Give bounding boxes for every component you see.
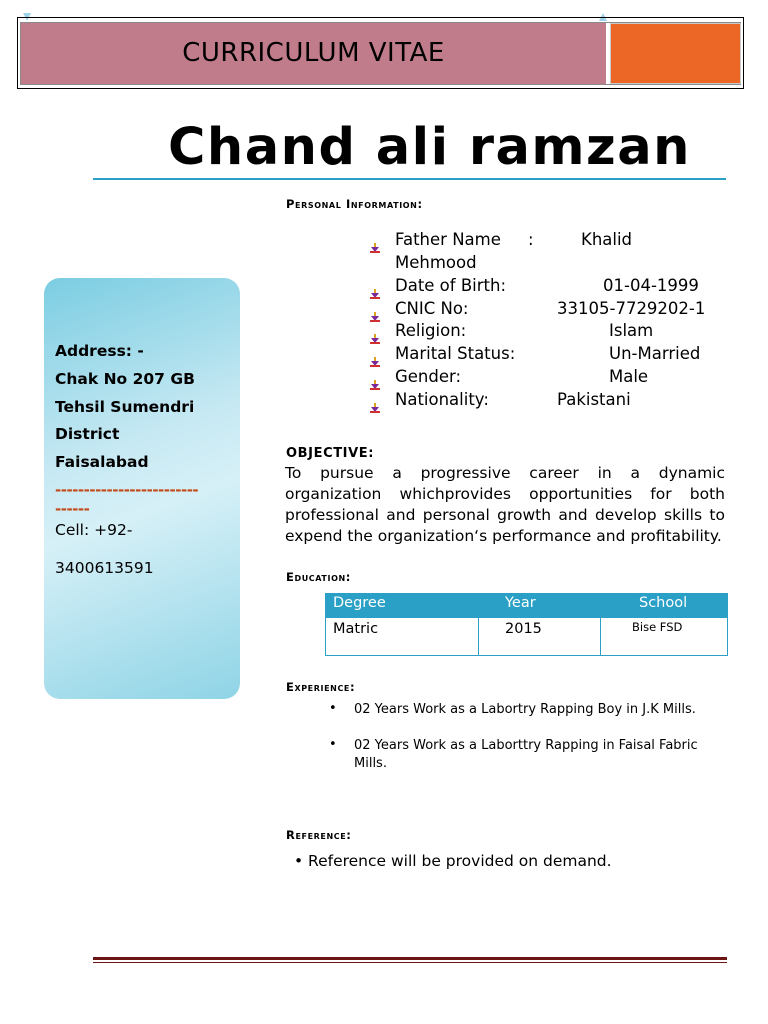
arrow-bullet-icon — [370, 284, 380, 294]
arrow-bullet-icon — [370, 398, 380, 408]
candidate-name: Chand ali ramzan — [168, 118, 691, 177]
table-cell-school: Bise FSD — [632, 620, 683, 634]
header-accent-block — [610, 23, 741, 84]
table-divider — [478, 618, 479, 656]
personal-info-value: 33105-7729202-1 — [557, 299, 706, 318]
personal-info-label: Date of Birth: — [395, 276, 507, 295]
cell-number: 3400613591 — [55, 559, 154, 577]
personal-info-heading: Personal Information: — [286, 197, 423, 211]
personal-info-value-continued: Mehmood — [395, 253, 477, 272]
arrow-bullet-icon — [370, 307, 380, 317]
experience-item: 02 Years Work as a Laborttry Rapping in Faisal Fabric Mills. — [354, 738, 698, 771]
address-label: Address: - — [55, 342, 144, 360]
bullet-icon: • — [294, 852, 304, 870]
personal-info-value: 01-04-1999 — [603, 276, 699, 295]
arrow-bullet-icon — [370, 329, 380, 339]
column-header-year: Year — [505, 595, 536, 611]
experience-item: 02 Years Work as a Labortry Rapping Boy in J.K Mills. — [354, 702, 696, 717]
personal-info-value: Un-Married — [609, 344, 701, 363]
bullet-icon: • — [329, 701, 337, 716]
reference-heading: Reference: — [286, 828, 352, 842]
cell-label: Cell: +92- — [55, 521, 133, 539]
experience-heading: Experience: — [286, 680, 356, 694]
personal-info-label: Nationality: — [395, 390, 489, 409]
personal-info-separator: : — [528, 230, 534, 249]
address-line: District — [55, 425, 120, 443]
table-divider — [600, 618, 601, 656]
dash-separator: ------ — [55, 500, 90, 518]
personal-info-value: Islam — [609, 321, 654, 340]
arrow-bullet-icon — [370, 375, 380, 385]
table-cell-year: 2015 — [505, 621, 542, 637]
bullet-icon: • — [329, 737, 337, 752]
education-heading: Education: — [286, 570, 351, 584]
reference-text: Reference will be provided on demand. — [308, 852, 612, 870]
table-cell-degree: Matric — [333, 621, 379, 637]
personal-info-value: Male — [609, 367, 649, 386]
header-title: CURRICULUM VITAE — [182, 38, 445, 68]
personal-info-label: Father Name — [395, 230, 501, 249]
personal-info-label: Religion: — [395, 321, 467, 340]
arrow-bullet-icon — [370, 352, 380, 362]
arrow-bullet-icon — [370, 238, 380, 248]
column-header-school: School — [639, 595, 688, 611]
objective-text: To pursue a progressive career in a dynamic organization whichprovides opportunities for both professional and personal growth and develop skills to expend the organization‘s performance and profitability. — [285, 464, 725, 545]
footer-rule — [93, 957, 727, 960]
address-line: Chak No 207 GB — [55, 370, 195, 388]
address-line: Faisalabad — [55, 453, 149, 471]
personal-info-label: CNIC No: — [395, 299, 469, 318]
objective-heading: OBJECTIVE: — [286, 446, 375, 461]
address-line: Tehsil Sumendri — [55, 398, 195, 416]
personal-info-label: Gender: — [395, 367, 462, 386]
personal-info-label: Marital Status: — [395, 344, 516, 363]
personal-info-value: Khalid — [581, 230, 633, 249]
dash-separator: ------------------------- — [55, 481, 199, 499]
education-table — [325, 593, 728, 656]
footer-rule — [93, 962, 727, 963]
column-header-degree: Degree — [333, 595, 386, 611]
personal-info-value: Pakistani — [557, 390, 631, 409]
name-divider — [93, 178, 726, 180]
